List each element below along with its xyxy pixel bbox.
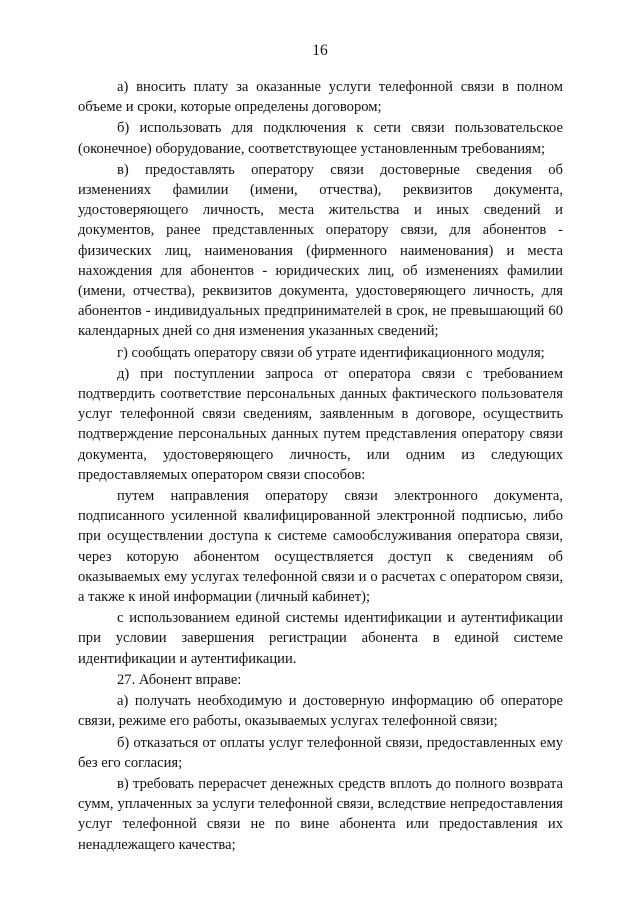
paragraph-g-report-loss: г) сообщать оператору связи об утрате идентификационного модуля; bbox=[117, 344, 545, 361]
paragraph-b-equipment: б) использовать для подключения к сети связи пользовательское (оконечное) оборудование, соответствующее установленным требованиям; bbox=[78, 120, 563, 157]
paragraph-d-confirm-data: д) при поступлении запроса от оператора связи с требованием подтвердить соответствие персональных данных фактического пользователя услуг телефонной связи сведениям, заявленным в договоре, осуществить подтверждение персональных данных путем представления оператору связи документа, удостоверяющего личность, или одним из следующих предоставляемых оператором связи способов: bbox=[78, 365, 563, 483]
paragraph-a-receive-info: а) получать необходимую и достоверную информацию об операторе связи, режиме его работы, оказываемых услугах телефонной связи; bbox=[78, 693, 563, 730]
paragraph-b-refuse-payment: б) отказаться от оплаты услуг телефонной связи, предоставленных ему без его согласия; bbox=[78, 734, 563, 771]
document-body bbox=[78, 77, 563, 855]
paragraph-v-recalculation: в) требовать перерасчет денежных средств вплоть до полного возврата сумм, уплаченных за услуги телефонной связи, вследствие непредоставления услуг телефонной связи не по вине абонента или предоставления их ненадлежащего качества; bbox=[78, 775, 563, 853]
paragraph-method-esia: с использованием единой системы идентификации и аутентификации при условии завершения регистрации абонента в единой системе идентификации и аутентификации. bbox=[78, 610, 563, 667]
paragraph-v-provide-info: в) предоставлять оператору связи достоверные сведения об изменениях фамилии (имени, отчества), реквизитов документа, удостоверяющего личность, места жительства и иных сведений и документов, ранее представленных оператору связи, для абонентов - физических лиц, наименования (фирменного наименования) и места нахождения для абонентов - юридических лиц, об изменениях фамилии (имени, отчества), реквизитов документа, удостоверяющего личность, для абонентов - индивидуальных предпринимателей в срок, не превышающий 60 календарных дней со дня изменения указанных сведений; bbox=[78, 161, 563, 340]
paragraph-method-electronic: путем направления оператору связи электронного документа, подписанного усиленной квалифицированной электронной подписью, либо при осуществлении доступа к системе самообслуживания оператора связи, через которую абонентом осуществляется доступ к сведениям об оказываемых ему услугах телефонной связи и о расчетах с оператором связи, а также к иной информации (личный кабинет); bbox=[78, 488, 563, 606]
page-number: 16 bbox=[312, 42, 328, 59]
section-27-heading: 27. Абонент вправе: bbox=[117, 671, 242, 688]
paragraph-a-pay: а) вносить плату за оказанные услуги телефонной связи в полном объеме и сроки, которые определены договором; bbox=[78, 79, 563, 116]
